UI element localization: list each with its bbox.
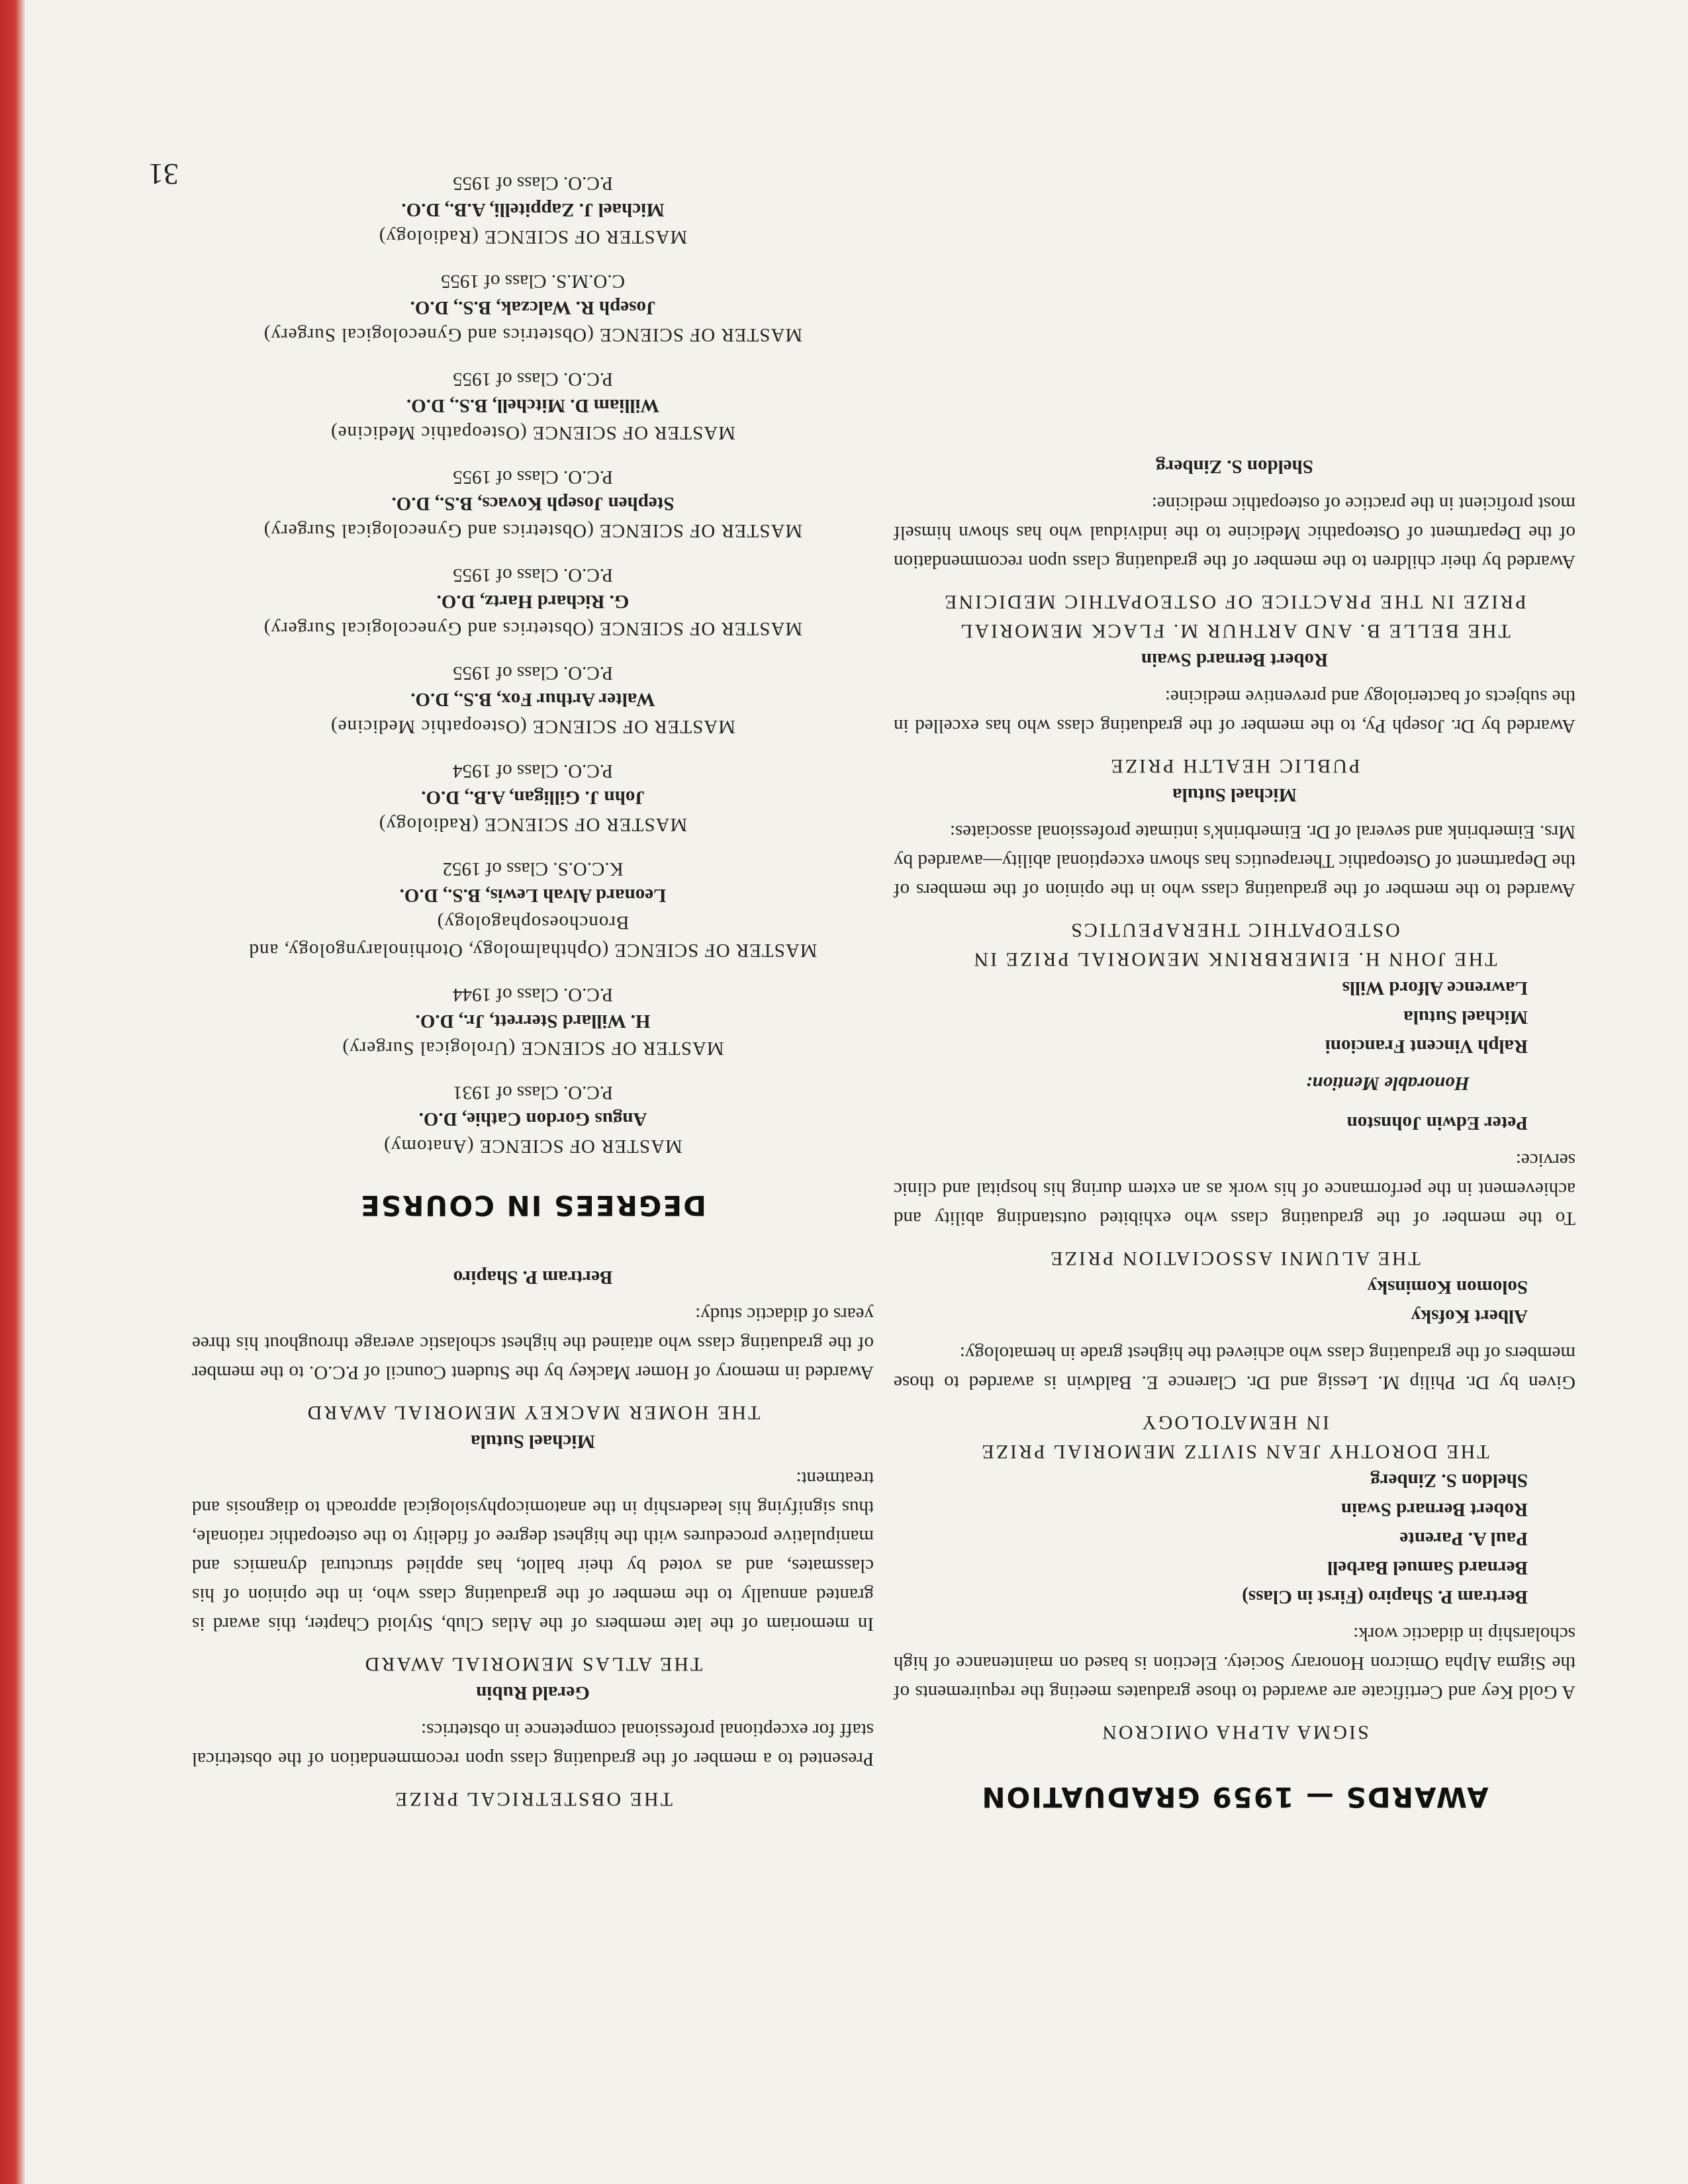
section-heading: THE ALUMNI ASSOCIATION PRIZE (1049, 1248, 1421, 1269)
atlas-award-section (192, 1427, 874, 1678)
winner-name: Albert Kofsky (1411, 1306, 1528, 1327)
alumni-prize-section (894, 974, 1575, 1273)
awards-and-degrees-column (192, 153, 874, 1813)
degree-class: P.C.O. Class of 1944 (453, 984, 613, 1005)
degree-title: MASTER OF SCIENCE (Obstetrics and Gynecological Surgery) (263, 324, 803, 345)
degree-class: P.C.O. Class of 1955 (453, 173, 613, 194)
sivitz-prize-section (894, 1273, 1575, 1466)
section-heading: THE HOMER MACKEY MEMORIAL AWARD (305, 1402, 761, 1424)
winner-name: Peter Edwin Johnston (1346, 1113, 1528, 1134)
degree-entry (192, 366, 874, 447)
degree-entry (192, 981, 874, 1062)
degree-entry (192, 268, 874, 349)
section-heading: SIGMA ALPHA OMICRON (1100, 1721, 1369, 1743)
winner-name: Paul A. Parente (1399, 1528, 1528, 1549)
degree-recipient: Angus Gordon Cathie, D.O. (418, 1109, 647, 1130)
sigma-alpha-omicron-section (894, 1466, 1575, 1747)
degree-title: MASTER OF SCIENCE (Ophthalmology, Otorhinolaryngology, and Bronchoesophagology) (248, 912, 818, 961)
section-text: In memoriam of the late members of the Atlas Club, Styloid Chapter, this award is granted annually to the member of the graduating class who, in the opinion of his classmates, and as voted by their ballot, has applied structural dynamics and manipulative procedures with the highest degree of fidelity to the osteopathic rationale, thus signifying his leadership in the anatomicophysiological approach to diagnosis and treatment: (192, 1468, 874, 1635)
degree-recipient: John J. Gilligan, A.B., D.O. (421, 787, 645, 808)
winner-name: Robert Bernard Swain (1141, 649, 1328, 670)
degree-title: MASTER OF SCIENCE (Anatomy) (383, 1136, 682, 1157)
section-heading (894, 1408, 1575, 1466)
degree-class: P.C.O. Class of 1955 (453, 662, 613, 684)
heading-line: PRIZE IN THE PRACTICE OF OSTEOPATHIC MEDICINE (943, 591, 1526, 613)
degree-title: MASTER OF SCIENCE (Urological Surgery) (342, 1038, 724, 1059)
degree-title: MASTER OF SCIENCE (Osteopathic Medicine) (330, 422, 735, 443)
winner-list (894, 1466, 1528, 1612)
degree-entry (192, 758, 874, 839)
degree-entry (192, 1079, 874, 1160)
degree-class: P.C.O. Class of 1955 (453, 369, 613, 390)
winner-name: Ralph Vincent Francioni (1325, 1036, 1528, 1057)
section-heading: THE OBSTETRICAL PRIZE (393, 1788, 673, 1810)
degree-recipient: Michael J. Zappitelli, A.B., D.O. (401, 199, 665, 220)
section-text: Awarded by Dr. Joseph Py, to the member of the graduating class who has excelled in the subjects of bacteriology and preventive medicine: (894, 686, 1575, 737)
degree-entry (192, 856, 874, 964)
section-text: Awarded to the member of the graduating class who in the opinion of the members of the Department of Osteopathic Therapeutics has shown exceptional ability—awarded by Mrs. Eimerbrink and several of Dr. Eimerbrink's intimate professional associates: (894, 821, 1575, 901)
degree-entry (192, 464, 874, 545)
winner-list (894, 1273, 1528, 1331)
section-heading (894, 915, 1575, 974)
winner-name: Michael Sutula (471, 1431, 595, 1452)
section-text: Given by Dr. Philip M. Lessig and Dr. Clarence E. Baldwin is awarded to those members of the graduating class who achieved the highest grade in hematology: (894, 1343, 1575, 1393)
degree-recipient: Joseph R. Walczak, B.S., D.O. (410, 297, 656, 318)
winner-name: Bernard Samuel Barbell (1327, 1557, 1528, 1578)
degree-title: MASTER OF SCIENCE (Obstetrics and Gynecological Surgery) (263, 520, 803, 541)
winner-name: Sheldon S. Zinberg (1156, 456, 1313, 477)
degrees-heading: DEGREES IN COURSE (359, 1189, 706, 1222)
heading-line: THE BELLE B. AND ARTHUR M. FLACK MEMORIAL (959, 620, 1511, 642)
honorable-mention-label: Honorable Mention: (1305, 1073, 1470, 1094)
heading-line: THE DOROTHY JEAN SIVITZ MEMORIAL PRIZE (980, 1441, 1489, 1463)
winner-name: Bertram P. Shapiro (First in Class) (1242, 1586, 1528, 1608)
awards-column (894, 452, 1575, 1813)
heading-line: OSTEOPATHIC THERAPEUTICS (1069, 919, 1400, 941)
heading-line: IN HEMATOLOGY (1140, 1412, 1329, 1433)
winner-name: Bertram P. Shapiro (453, 1267, 613, 1288)
degree-recipient: Leonard Alvah Lewis, B.S., D.O. (399, 885, 667, 906)
page-title: AWARDS — 1959 GRADUATION (980, 1781, 1489, 1813)
winner-name: Gerald Rubin (476, 1682, 590, 1704)
degrees-list (192, 170, 874, 1160)
flack-prize-section (894, 452, 1575, 645)
degree-class: P.C.O. Class of 1954 (453, 760, 613, 782)
winner-name: Michael Sutula (1403, 1007, 1528, 1028)
section-text: A Gold Key and Certificate are awarded to those graduates meeting the requirements of the Sigma Alpha Omicron Honorary Society. Election is based on maintenance of high scholarship in didactic work: (894, 1623, 1575, 1703)
section-heading (894, 587, 1575, 645)
section-text: Presented to a member of the graduating class upon recommendation of the obstetrical staff for exceptional professional competence in obstetrics: (192, 1719, 874, 1770)
degree-class: P.C.O. Class of 1931 (453, 1082, 613, 1103)
honorable-mention-list (894, 974, 1528, 1061)
winner-name: Robert Bernard Swain (1341, 1499, 1528, 1520)
winner-name: Solomon Kominsky (1367, 1277, 1528, 1298)
winner-name: Lawrence Alford Wills (1342, 978, 1528, 999)
winner-name: Michael Sutula (1172, 784, 1297, 805)
degree-recipient: G. Richard Hartz, D.O. (436, 591, 630, 612)
degree-class: P.C.O. Class of 1955 (453, 565, 613, 586)
eimerbrink-prize-section (894, 780, 1575, 974)
degree-recipient: Walter Arthur Fox, B.S., D.O. (410, 689, 655, 710)
degree-entry (192, 170, 874, 251)
degree-recipient: William D. Mitchell, B.S., D.O. (406, 395, 660, 416)
section-heading: PUBLIC HEALTH PRIZE (1109, 755, 1360, 777)
degree-class: C.O.M.S. Class of 1955 (441, 271, 625, 292)
public-health-prize-section (894, 645, 1575, 780)
obstetrical-prize-section (192, 1678, 874, 1813)
degree-title: MASTER OF SCIENCE (Radiology) (378, 226, 688, 248)
degree-recipient: H. Willard Sterrett, Jr., D.O. (415, 1011, 651, 1032)
winner-name: Sheldon S. Zinberg (1370, 1470, 1528, 1491)
degree-title: MASTER OF SCIENCE (Radiology) (378, 814, 688, 835)
degree-title: MASTER OF SCIENCE (Obstetrics and Gynecological Surgery) (263, 618, 803, 639)
degree-class: P.C.O. Class of 1955 (453, 467, 613, 488)
degree-class: K.C.O.S. Class of 1952 (442, 858, 624, 880)
section-text: Awarded by their children to the member of the graduating class upon recommendation of the Department of Osteopathic Medicine to the individual who has shown himself most proficient in the practice of osteopathic medicine: (894, 493, 1575, 572)
section-heading: THE ATLAS MEMORIAL AWARD (363, 1653, 703, 1675)
degree-entry (192, 660, 874, 741)
degree-entry (192, 562, 874, 643)
degree-title: MASTER OF SCIENCE (Osteopathic Medicine) (330, 716, 735, 737)
heading-line: THE JOHN H. EIMERBRINK MEMORIAL PRIZE IN (972, 948, 1497, 970)
mackey-award-section (192, 1263, 874, 1427)
section-text: Awarded in memory of Homer Mackey by the Student Council of P.C.O. to the member of the graduating class who attained the highest scholastic average throughout his three years of didactic study: (192, 1304, 874, 1383)
degree-recipient: Stephen Joseph Kovacs, B.S., D.O. (391, 493, 675, 514)
page-number: 31 (148, 158, 179, 191)
section-text: To the member of the graduating class who exhibited outstanding ability and achievement in the performance of his work as an extern during his hospital and clinic service: (894, 1150, 1575, 1229)
